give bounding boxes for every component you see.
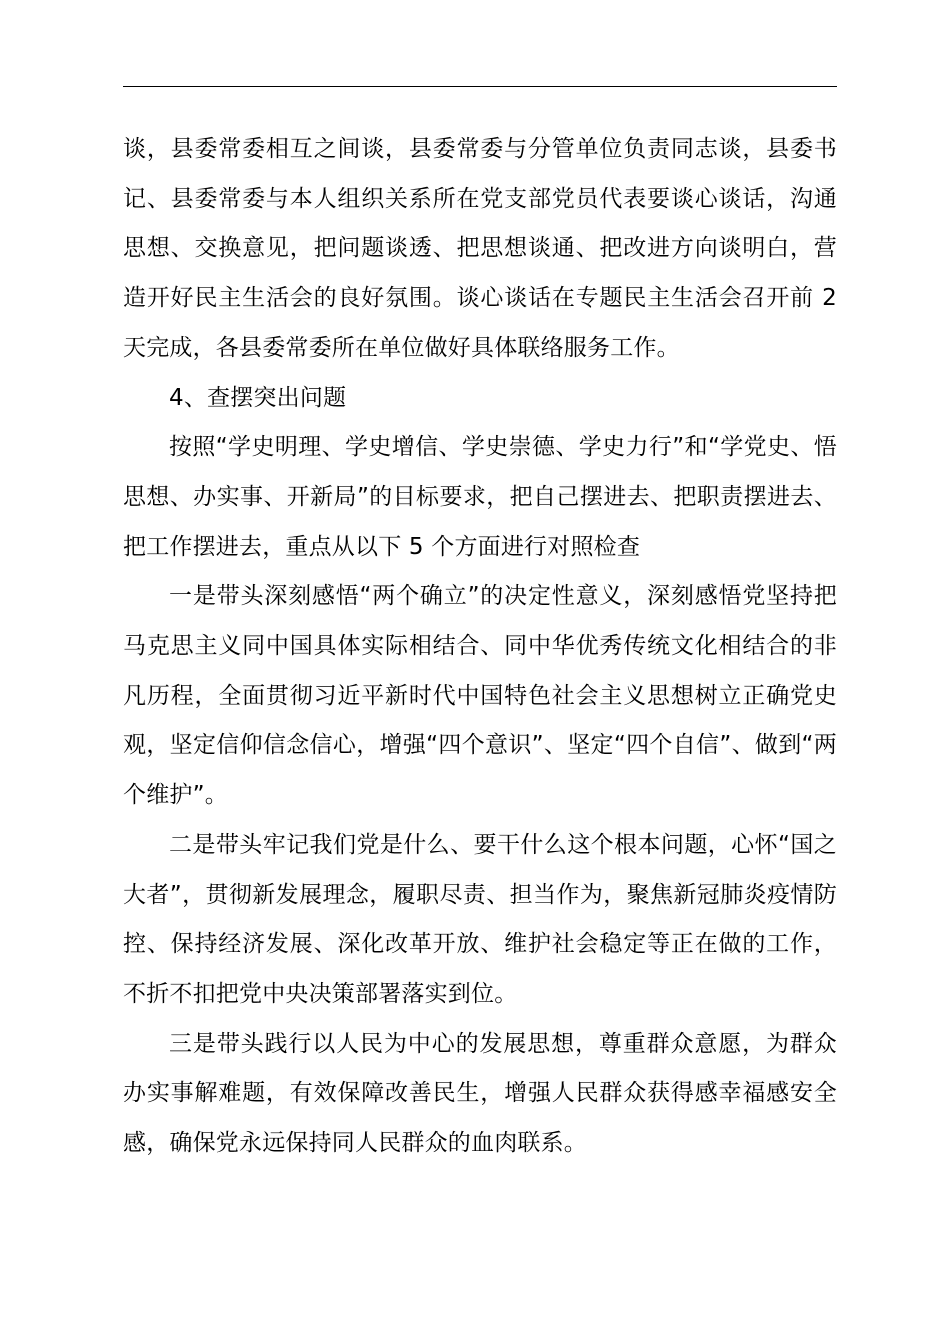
paragraph-item-one: 一是带头深刻感悟“两个确立”的决定性意义，深刻感悟党坚持把马克思主义同中国具体实际相结合、同中华优秀传统文化相结合的非凡历程，全面贯彻习近平新时代中国特色社会主义思想树立正确党史观，坚定信仰信念信心，增强“四个意识”、坚定“四个自信”、做到“两个维护”。 [123,583,837,809]
paragraph-check-requirements: 按照“学史明理、学史增信、学史崇德、学史力行”和“学党史、悟思想、办实事、开新局”的目标要求，把自己摆进去、把职责摆进去、把工作摆进去，重点从以下 5 个方面进行对照检查 [123,434,837,560]
header-rule [123,86,837,87]
document-body [123,125,837,1169]
section-heading-find-problems: 4、查摆突出问题 [169,384,347,411]
paragraph-item-two: 二是带头牢记我们党是什么、要干什么这个根本问题，心怀“国之大者”，贯彻新发展理念，履职尽责、担当作为，聚焦新冠肺炎疫情防控、保持经济发展、深化改革开放、维护社会稳定等正在做的工作，不折不扣把党中央决策部署落实到位。 [123,831,837,1007]
paragraph-talks-continued: 谈，县委常委相互之间谈，县委常委与分管单位负责同志谈，县委书记、县委常委与本人组织关系所在党支部党员代表要谈心谈话，沟通思想、交换意见，把问题谈透、把思想谈通、把改进方向谈明白，营造开好民主生活会的良好氛围。谈心谈话在专题民主生活会召开前 2 天完成，各县委常委所在单位做好具体联络服务工作。 [123,136,837,361]
paragraph-item-three: 三是带头践行以人民为中心的发展思想，尊重群众意愿，为群众办实事解难题，有效保障改善民生，增强人民群众获得感幸福感安全感，确保党永远保持同人民群众的血肉联系。 [123,1030,837,1157]
